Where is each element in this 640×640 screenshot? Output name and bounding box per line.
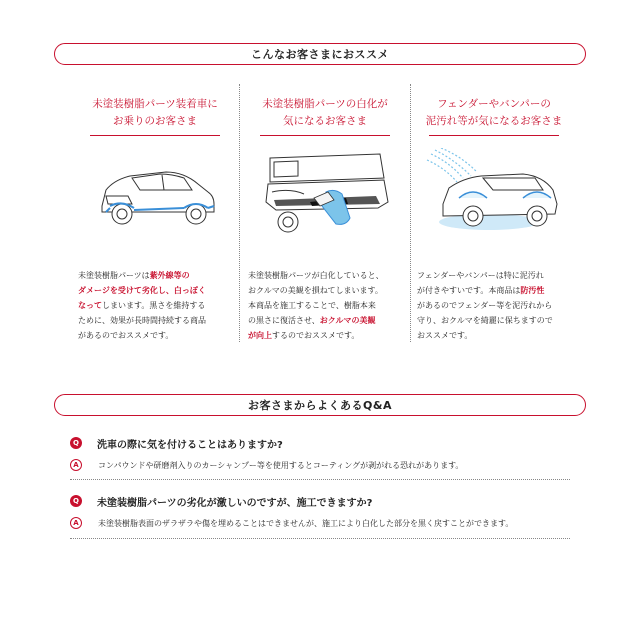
faq-answer-row: [70, 456, 570, 474]
recommend-card-3: [409, 84, 579, 342]
section-title-faq: [54, 394, 586, 416]
card-description: 未塗装樹脂パーツが白化していると、 おクルマの美観を損ねてしまいます。 本商品を施工することで、樹脂本来 の黒さに復活させ、おクルマの美観 が向上するのでおススメです。: [248, 271, 384, 340]
faq-divider: [70, 479, 570, 480]
recommend-card-1: [70, 84, 240, 342]
faq-question-row: [70, 492, 570, 510]
card-title-underline: [90, 135, 220, 136]
card-title-line: フェンダーやバンパーの: [437, 98, 551, 110]
card-title-underline: [429, 135, 559, 136]
card-description: フェンダーやバンパーは特に泥汚れ が付きやすいです。本商品は防汚性 があるのでフェンダー等を泥汚れから 守り、おクルマを綺麗に保ちますので おススメです。: [417, 271, 553, 340]
faq-answer-row: [70, 514, 570, 532]
question-badge: Q: [70, 437, 82, 449]
faq-answer: 未塗装樹脂表面のザラザラや傷を埋めることはできませんが、施工により白化した部分を黒く戻すことができます。: [98, 518, 514, 528]
card-title-line: お乗りのお客さま: [113, 115, 197, 127]
card-title-line: 未塗装樹脂パーツの白化が: [262, 98, 388, 110]
faq-question: 未塗装樹脂パーツの劣化が激しいのですが、施工できますか?: [97, 497, 373, 509]
card-title-line: 気になるお客さま: [283, 115, 367, 127]
card-title: [240, 96, 410, 130]
section-title-recommend: [54, 43, 586, 65]
card-description: 未塗装樹脂パーツは紫外線等の ダメージを受けて劣化し、白っぽく なってしまいます。黒さを維持する ために、効果が長時間持続する商品 があるのでおススメです。: [78, 271, 206, 340]
faq-answer: コンパウンドや研磨剤入りのカーシャンプー等を使用するとコーティングが剥がれる恐れがあります。: [98, 460, 464, 470]
card-title: [409, 96, 579, 130]
card-title-line: 未塗装樹脂パーツ装着車に: [92, 98, 218, 110]
section-title-text: こんなお客さまにおススメ: [251, 48, 389, 61]
faq-item-2: [70, 492, 570, 532]
section-title-text: お客さまからよくあるQ&A: [248, 399, 392, 412]
card-title-underline: [260, 135, 390, 136]
question-badge: Q: [70, 495, 82, 507]
faq-divider: [70, 538, 570, 539]
faq-question: 洗車の際に気を付けることはありますか?: [97, 439, 283, 451]
answer-badge: A: [70, 517, 82, 529]
faq-item-1: [70, 434, 570, 474]
rear-bumper-wiping-illustration: [250, 148, 400, 236]
faq-question-row: [70, 434, 570, 452]
card-title-line: 泥汚れ等が気になるお客さま: [425, 115, 563, 127]
suv-car-illustration: [80, 148, 230, 236]
car-splash-illustration: [419, 148, 569, 236]
answer-badge: A: [70, 459, 82, 471]
recommend-card-2: [239, 84, 411, 342]
card-title: [70, 96, 240, 130]
